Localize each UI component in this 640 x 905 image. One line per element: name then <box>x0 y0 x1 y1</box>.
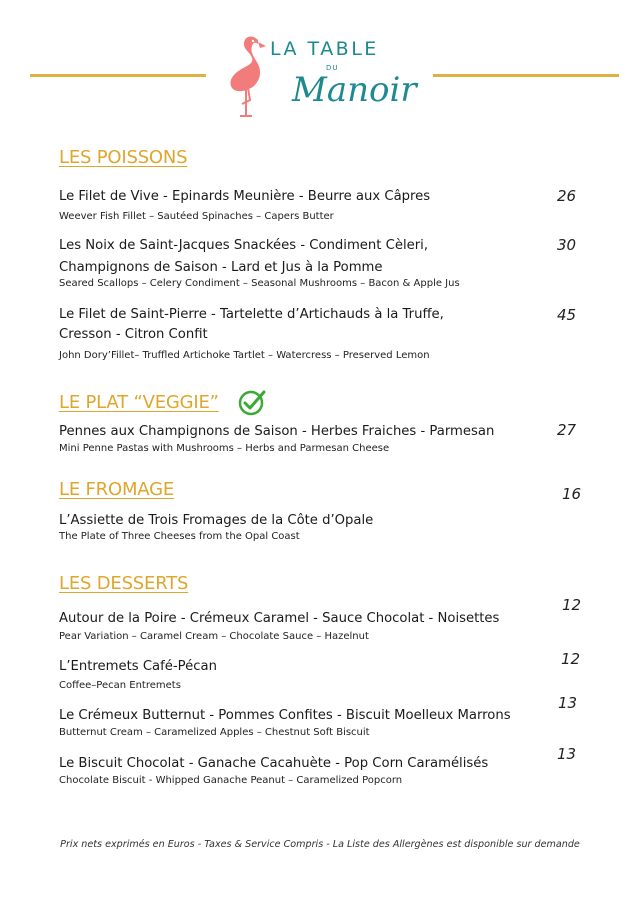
dish-translation: Mini Penne Pastas with Mushrooms – Herbs and Parmesan Cheese <box>59 443 390 454</box>
dish-name: Le Filet de Saint-Pierre - Tartelette d’Artichauds à la Truffe, <box>59 307 444 322</box>
header-rule-left <box>30 74 206 77</box>
section-title-desserts: LES DESSERTS <box>59 573 189 594</box>
dish-price: 45 <box>557 306 577 324</box>
dish-translation: Chocolate Biscuit - Whipped Ganache Peanut – Caramelized Popcorn <box>59 775 403 786</box>
dish-translation: John Dory’Fillet– Truffled Artichoke Tartlet – Watercress – Preserved Lemon <box>59 350 430 361</box>
logo-title: LA TABLE <box>270 38 379 60</box>
dish-price: 13 <box>557 745 577 763</box>
dish-price: 16 <box>562 485 582 503</box>
check-circle-icon <box>237 389 267 417</box>
logo <box>222 30 422 120</box>
dish-name: L’Entremets Café-Pécan <box>59 659 217 674</box>
dish-price: 30 <box>557 236 577 254</box>
dish-translation: The Plate of Three Cheeses from the Opal Coast <box>59 531 300 542</box>
dish-name-line2: Cresson - Citron Confit <box>59 327 208 342</box>
dish-name: Autour de la Poire - Crémeux Caramel - Sauce Chocolat - Noisettes <box>59 611 500 626</box>
dish-price: 12 <box>562 596 582 614</box>
dish-price: 13 <box>558 694 578 712</box>
dish-translation: Coffee–Pecan Entremets <box>59 680 181 691</box>
footer-note: Prix nets exprimés en Euros - Taxes & Service Compris - La Liste des Allergènes est disponible sur demande <box>60 839 580 850</box>
dish-price: 27 <box>557 421 577 439</box>
dish-translation: Butternut Cream – Caramelized Apples – Chestnut Soft Biscuit <box>59 727 370 738</box>
header-rule-right <box>433 74 619 77</box>
dish-translation: Seared Scallops – Celery Condiment – Seasonal Mushrooms – Bacon & Apple Jus <box>59 278 460 289</box>
dish-name: Le Crémeux Butternut - Pommes Confites - Biscuit Moelleux Marrons <box>59 708 511 723</box>
dish-price: 12 <box>561 650 581 668</box>
dish-translation: Pear Variation – Caramel Cream – Chocolate Sauce – Hazelnut <box>59 631 369 642</box>
section-title-poissons: LES POISSONS <box>59 147 188 168</box>
dish-name: L’Assiette de Trois Fromages de la Côte d’Opale <box>59 513 374 528</box>
logo-manoir: Manoir <box>292 70 417 110</box>
dish-name: Le Biscuit Chocolat - Ganache Cacahuète - Pop Corn Caramélisés <box>59 756 489 771</box>
dish-translation: Weever Fish Fillet – Sautéed Spinaches – Capers Butter <box>59 211 334 222</box>
dish-name-line2: Champignons de Saison - Lard et Jus à la Pomme <box>59 260 383 275</box>
dish-name: Les Noix de Saint-Jacques Snackées - Condiment Cèleri, <box>59 238 429 253</box>
dish-price: 26 <box>557 187 577 205</box>
section-title-fromage: LE FROMAGE <box>59 479 175 500</box>
dish-name: Le Filet de Vive - Epinards Meunière - Beurre aux Câpres <box>59 189 431 204</box>
dish-name: Pennes aux Champignons de Saison - Herbes Fraiches - Parmesan <box>59 424 495 439</box>
section-title-veggie: LE PLAT “VEGGIE” <box>59 392 219 413</box>
logo-du: DU <box>326 64 339 72</box>
